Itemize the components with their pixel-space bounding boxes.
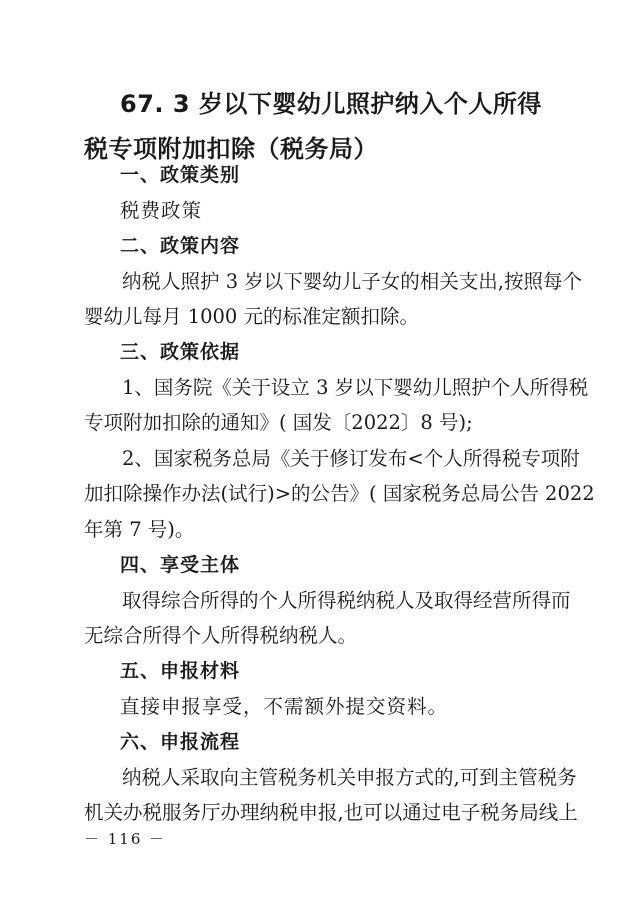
basis-line-5: 年第 7 号)。 [84, 518, 195, 541]
section-heading-content: 二、政策内容 [120, 235, 241, 257]
subject-line-2: 无综合所得个人所得税纳税人。 [84, 624, 358, 647]
page-number: － 116 － [84, 830, 167, 848]
basis-line-2: 专项附加扣除的通知》( 国发〔2022〕8 号); [84, 411, 473, 434]
section-heading-category: 一、政策类别 [120, 164, 241, 186]
basis-line-3: 2、国家税务总局《关于修订发布<个人所得税专项附 [122, 447, 580, 470]
process-line-1: 纳税人采取向主管税务机关申报方式的,可到主管税务 [122, 766, 577, 789]
section-heading-process: 六、申报流程 [120, 731, 241, 753]
process-line-2: 机关办税服务厅办理纳税申报,也可以通过电子税务局线上 [84, 801, 578, 824]
section-heading-subject: 四、享受主体 [120, 554, 241, 576]
subject-line-1: 取得综合所得的个人所得税纳税人及取得经营所得而 [122, 589, 571, 612]
basis-line-1: 1、国务院《关于设立 3 岁以下婴幼儿照护个人所得税 [122, 376, 589, 399]
section-heading-basis: 三、政策依据 [120, 341, 241, 363]
section-heading-materials: 五、申报材料 [120, 660, 241, 682]
section-content-materials: 直接申报享受，不需额外提交资料。 [120, 695, 449, 718]
section-content-category: 税费政策 [120, 199, 203, 222]
basis-line-4: 加扣除操作办法(试行)>的公告》( 国家税务总局公告 2022 [84, 482, 595, 505]
content-line-2: 婴幼儿每月 1000 元的标准定额扣除。 [84, 305, 420, 328]
content-line-1: 纳税人照护 3 岁以下婴幼儿子女的相关支出,按照每个 [122, 270, 583, 293]
policy-title: 67. 3 岁以下婴幼儿照护纳入个人所得税专项附加扣除（税务局） [84, 90, 542, 163]
